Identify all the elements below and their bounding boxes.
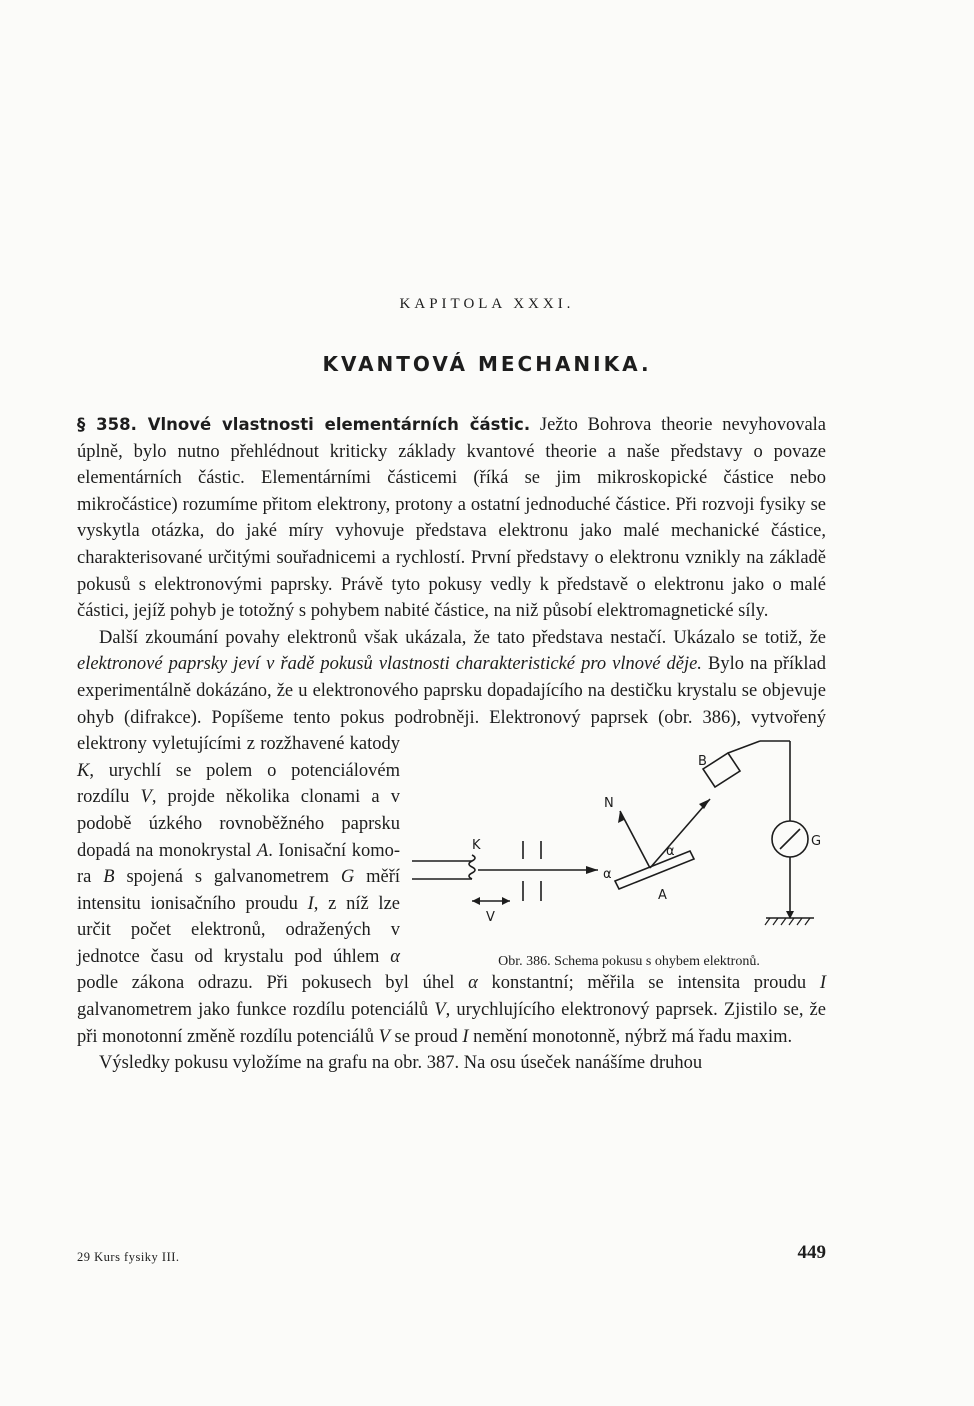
voltage-arrowhead-left — [472, 897, 480, 905]
paragraph-1-text: Ježto Bohrova theorie nevyhovovala úplně, bylo nutno přehlédnout kriticky základy kvantové theorie a naše představy o povaze elementárních částic. Elementárními částicemi (říká se jim mikroskopické částice nebo mikročástice) rozumíme přitom elektrony, protony a ostatní jednoduché částice. Při rozvoji fysiky se vyskytla otázka, do jaké míry vyhovuje představa elektronu jako malé mechanické částice, charakterisované určitými souřadnicemi a rychlostí. První představy o elektronu vznikly na základě pokusů s elektronovými paprsky. Právě tyto pokusy vedly k představě o elektronu jako o malé částici, jejíž pohyb je totožný s pohybem nabité částice, na niž působí elektromagnetické síly. — [77, 415, 827, 622]
var-B: B — [103, 867, 115, 888]
var-V-3: V — [378, 1026, 390, 1047]
normal-line — [620, 811, 650, 868]
label-G: G — [811, 834, 822, 850]
cathode-coil — [469, 855, 475, 879]
var-alpha-2: α — [468, 973, 478, 994]
p2-m: nemění monotonně, nýbrž má řadu maxim. — [468, 1026, 793, 1047]
p2-b: , urychlí se polem o potenciálovém rozdílu — [77, 760, 400, 808]
chapter-label: KAPITOLA XXXI. — [399, 296, 575, 312]
chapter-title: KVANTOVÁ MECHANIKA. — [322, 352, 652, 376]
p2-e: spojená s galvanometrem — [114, 867, 341, 888]
p2-italic: elektronové paprsky jeví v řadě pokusů vlastnosti charakteristické pro vlnové děje. — [77, 654, 702, 675]
main-text — [77, 412, 826, 1077]
experiment-diagram — [410, 731, 826, 946]
label-N: N — [604, 796, 614, 812]
p2-k: , urychlujícího elektronový paprsek. Zjistilo se, že při monotonní změně rozdílu potenciálů — [77, 1000, 826, 1047]
var-V: V — [140, 787, 152, 808]
label-A: A — [658, 888, 667, 904]
voltage-arrowhead-right — [502, 897, 510, 905]
p2-g: , z níž lze určit počet elektronů, odražených v jednotce času od krystalu pod úhlem — [77, 893, 400, 967]
var-K: K — [77, 760, 90, 781]
var-I-3: I — [462, 1026, 469, 1047]
label-V: V — [486, 910, 495, 926]
label-K: K — [472, 838, 481, 854]
crystal — [615, 851, 694, 889]
paragraph-1 — [77, 412, 826, 625]
var-I-2: I — [819, 973, 826, 994]
p2-d: . Ionisační komora — [77, 840, 401, 888]
var-V-2: V — [434, 1000, 446, 1021]
paragraph-3: Výsledky pokusu vyložíme na grafu na obr. 387. Na osu úseček nanášíme druhou — [99, 1053, 703, 1074]
p2-c: , projde několika clonami a v podobě úzkého rovnoběžného paprsku dopadá na monokrystal — [77, 787, 400, 861]
p2-l: se proud — [389, 1026, 463, 1047]
p2-j: galvanometrem jako funkce rozdílu potenciálů — [77, 1000, 435, 1021]
galvanometer-needle — [780, 829, 800, 849]
section-heading: § 358. Vlnové vlastnosti elementárních částic. — [77, 415, 531, 434]
var-I: I — [307, 893, 314, 914]
p2-f: měří intensitu ionisačního proudu — [77, 867, 400, 914]
paragraph-2 — [77, 625, 826, 1051]
figure-386 — [410, 731, 826, 969]
var-A: A — [256, 840, 269, 861]
p2-rest: Bylo na příklad experimentálně dokázáno, že u elektronového paprsku dopadajícího na destičku krystalu se objevuje ohyb (difrakce). Popíšeme tento pokus podrobněji. Elektronový paprsek (obr. 386), vytvořený elektrony vyletujícími z rozžhavené katody — [77, 654, 826, 755]
p2-i: konstantní; měřila se intensita proudu — [477, 973, 820, 994]
var-G: G — [340, 867, 355, 888]
p2-start: Další zkoumání povahy elektronů však ukázala, že tato představa nestačí. Ukázalo se totiž, že — [99, 627, 826, 648]
ionization-chamber — [703, 753, 740, 787]
var-alpha: α — [390, 946, 400, 967]
footer-signature: 29 Kurs fysiky III. — [77, 1250, 180, 1264]
beam-arrowhead — [586, 866, 598, 874]
reflected-beam — [650, 799, 710, 868]
reflect-arrowhead — [699, 799, 710, 809]
label-alpha-1: α — [603, 867, 612, 883]
wire-1 — [728, 741, 760, 753]
figure-caption: Obr. 386. Schema pokusu s ohybem elektronů. — [498, 954, 760, 970]
p2-h: podle zákona odrazu. Při pokusech byl úhel — [77, 973, 469, 994]
label-B: B — [698, 754, 707, 770]
page-number: 449 — [797, 1242, 826, 1263]
label-alpha-2: α — [666, 844, 675, 860]
